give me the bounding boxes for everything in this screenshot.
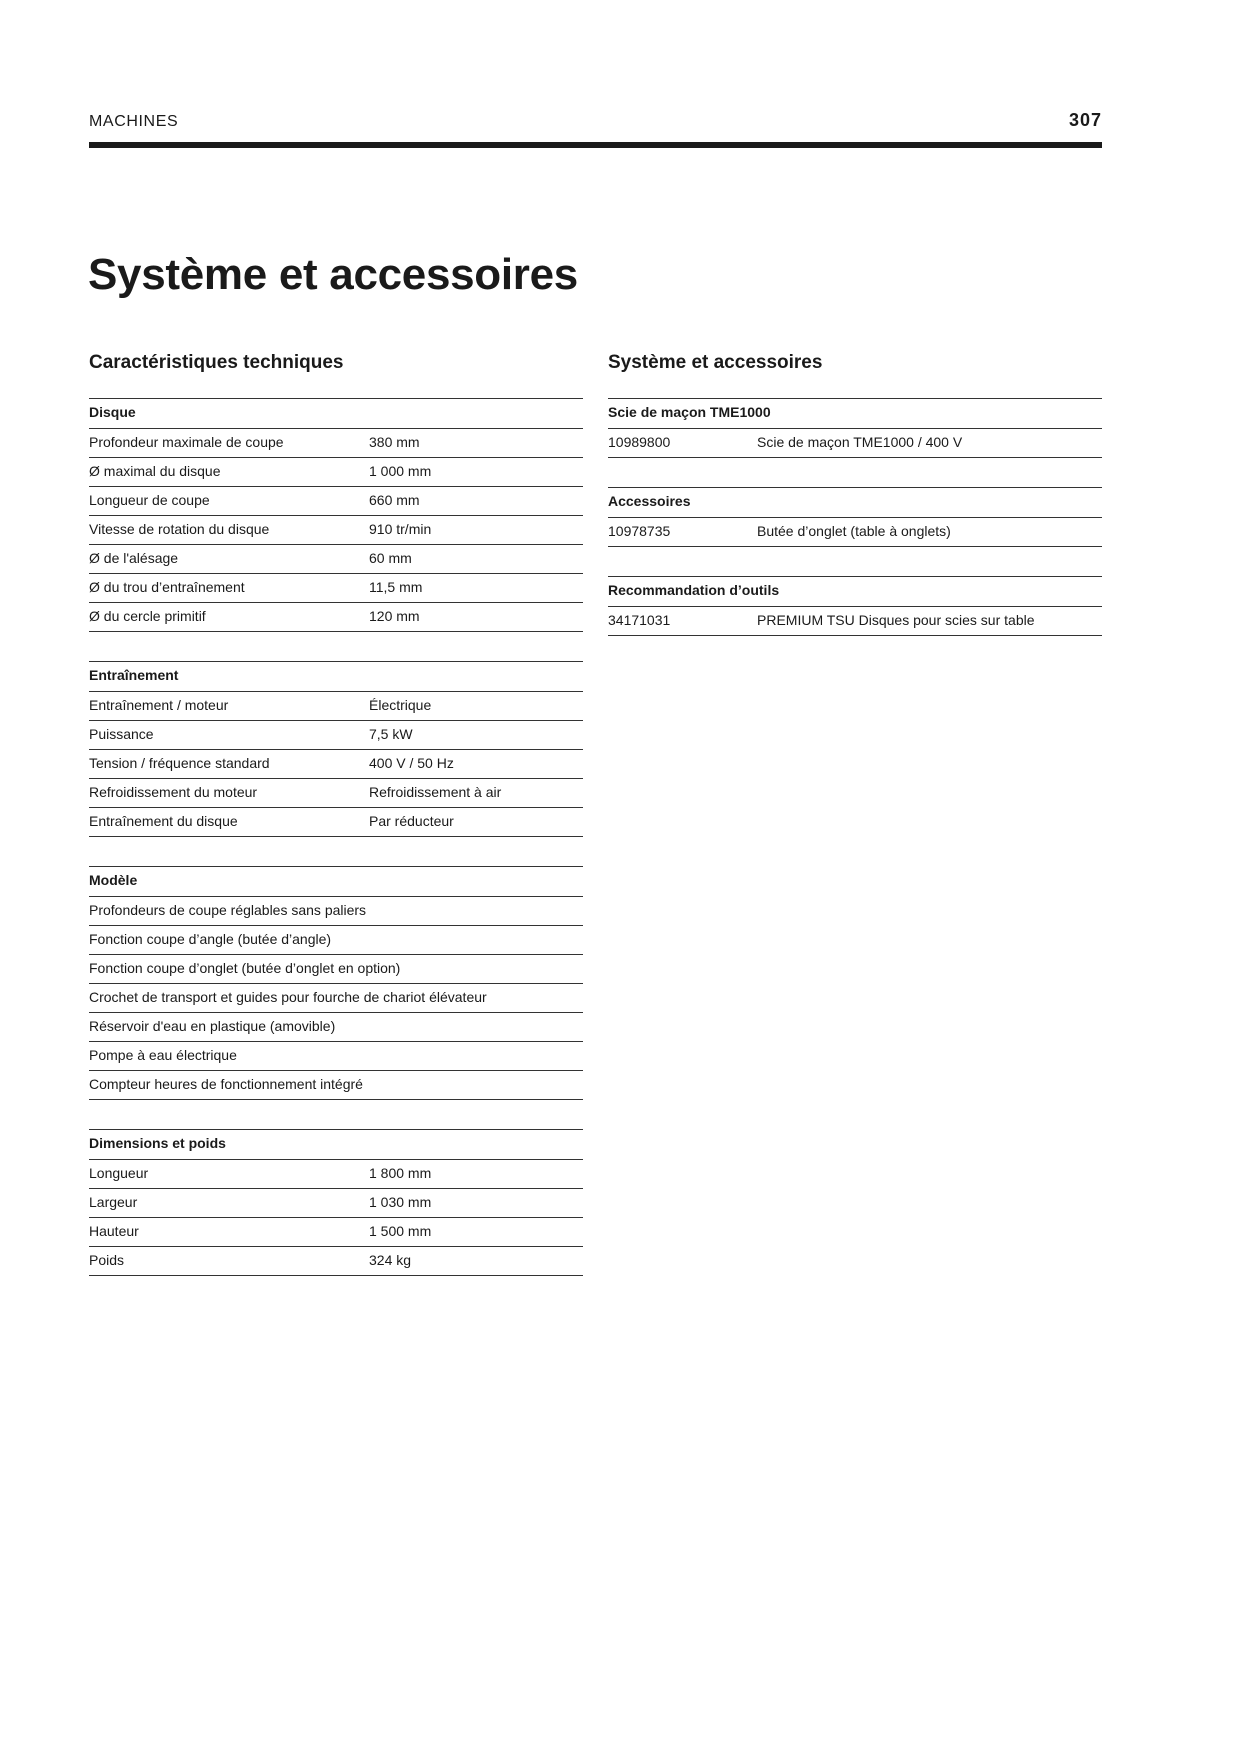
table-row	[89, 428, 583, 457]
row-label: Hauteur	[89, 1223, 139, 1239]
row-label: Fonction coupe d’onglet (butée d’onglet en option)	[89, 960, 401, 976]
row-value: Refroidissement à air	[369, 784, 502, 800]
row-value: 1 030 mm	[369, 1194, 432, 1210]
row-label: Ø de l'alésage	[89, 550, 179, 566]
group-title: Scie de maçon TME1000	[608, 398, 1102, 428]
row-value: 1 800 mm	[369, 1165, 432, 1181]
column-heading: Caractéristiques techniques	[89, 352, 344, 373]
row-label: Ø du trou d’entraînement	[89, 579, 245, 595]
row-label: Refroidissement du moteur	[89, 784, 258, 800]
system-accessories-column	[608, 352, 1102, 665]
table-row	[89, 925, 583, 954]
row-label: Profondeurs de coupe réglables sans paliers	[89, 902, 367, 918]
spec-group	[89, 866, 583, 1100]
row-label: 10978735	[608, 523, 671, 539]
table-row	[89, 486, 583, 515]
group-title: Disque	[89, 398, 583, 428]
row-label: Compteur heures de fonctionnement intégré	[89, 1076, 363, 1092]
group-title: Recommandation d’outils	[608, 576, 1102, 606]
row-label: Pompe à eau électrique	[89, 1047, 237, 1063]
table-row	[89, 573, 583, 602]
table-row	[89, 1246, 583, 1276]
row-value: 660 mm	[369, 492, 420, 508]
table-row	[89, 778, 583, 807]
table-row	[89, 983, 583, 1012]
row-label: Ø du cercle primitif	[89, 608, 206, 624]
accessory-groups	[608, 398, 1102, 636]
row-value: 60 mm	[369, 550, 412, 566]
row-value: PREMIUM TSU Disques pour scies sur table	[757, 612, 1035, 628]
table-row	[89, 1012, 583, 1041]
row-label: Fonction coupe d’angle (butée d’angle)	[89, 931, 332, 947]
table-row	[89, 457, 583, 486]
spec-group	[89, 661, 583, 837]
table-row	[89, 1217, 583, 1246]
section-label: MACHINES	[89, 113, 179, 130]
row-label: Vitesse de rotation du disque	[89, 521, 270, 537]
table-row	[608, 606, 1102, 636]
group-title: Entraînement	[89, 661, 583, 691]
row-value: Butée d’onglet (table à onglets)	[757, 523, 951, 539]
spec-group	[608, 576, 1102, 636]
row-label: Crochet de transport et guides pour fourche de chariot élévateur	[89, 989, 487, 1005]
row-label: Entraînement / moteur	[89, 697, 229, 713]
row-value: 1 500 mm	[369, 1223, 432, 1239]
table-row	[608, 428, 1102, 458]
table-row	[89, 954, 583, 983]
row-label: Tension / fréquence standard	[89, 755, 270, 771]
table-row	[89, 544, 583, 573]
row-label: Longueur	[89, 1165, 149, 1181]
table-row	[89, 749, 583, 778]
page-header	[89, 109, 1102, 149]
header-rule	[89, 142, 1102, 148]
row-value: 11,5 mm	[369, 579, 423, 595]
row-value: 324 kg	[369, 1252, 412, 1268]
row-value: 400 V / 50 Hz	[369, 755, 454, 771]
table-row	[89, 1070, 583, 1100]
group-title: Modèle	[89, 866, 583, 896]
table-row	[89, 720, 583, 749]
table-row	[608, 517, 1102, 547]
row-label: Poids	[89, 1252, 125, 1268]
spec-group	[89, 1129, 583, 1276]
spec-group	[608, 487, 1102, 547]
spec-group	[89, 398, 583, 632]
table-row	[89, 515, 583, 544]
spec-group	[608, 398, 1102, 458]
row-value: 380 mm	[369, 434, 420, 450]
table-row	[89, 1041, 583, 1070]
row-label: Profondeur maximale de coupe	[89, 434, 284, 450]
row-label: Largeur	[89, 1194, 138, 1210]
table-row	[89, 691, 583, 720]
table-row	[89, 807, 583, 837]
page-title: Système et accessoires	[88, 250, 578, 299]
group-title: Dimensions et poids	[89, 1129, 583, 1159]
row-label: Réservoir d'eau en plastique (amovible)	[89, 1018, 336, 1034]
column-heading: Système et accessoires	[608, 352, 823, 373]
table-row	[89, 1188, 583, 1217]
group-title: Accessoires	[608, 487, 1102, 517]
technical-specs-column	[89, 352, 583, 1305]
spec-groups	[89, 398, 583, 1276]
row-label: Puissance	[89, 726, 154, 742]
table-row	[89, 896, 583, 925]
table-row	[89, 1159, 583, 1188]
row-value: Par réducteur	[369, 813, 454, 829]
row-label: Ø maximal du disque	[89, 463, 221, 479]
row-value: 120 mm	[369, 608, 420, 624]
row-value: 910 tr/min	[369, 521, 432, 537]
row-label: 10989800	[608, 434, 671, 450]
row-label: Entraînement du disque	[89, 813, 238, 829]
row-value: Électrique	[369, 697, 432, 713]
row-label: Longueur de coupe	[89, 492, 210, 508]
row-value: 1 000 mm	[369, 463, 432, 479]
page-number: 307	[1068, 110, 1102, 130]
row-value: 7,5 kW	[369, 726, 413, 742]
table-row	[89, 602, 583, 632]
row-value: Scie de maçon TME1000 / 400 V	[757, 434, 963, 450]
row-label: 34171031	[608, 612, 671, 628]
